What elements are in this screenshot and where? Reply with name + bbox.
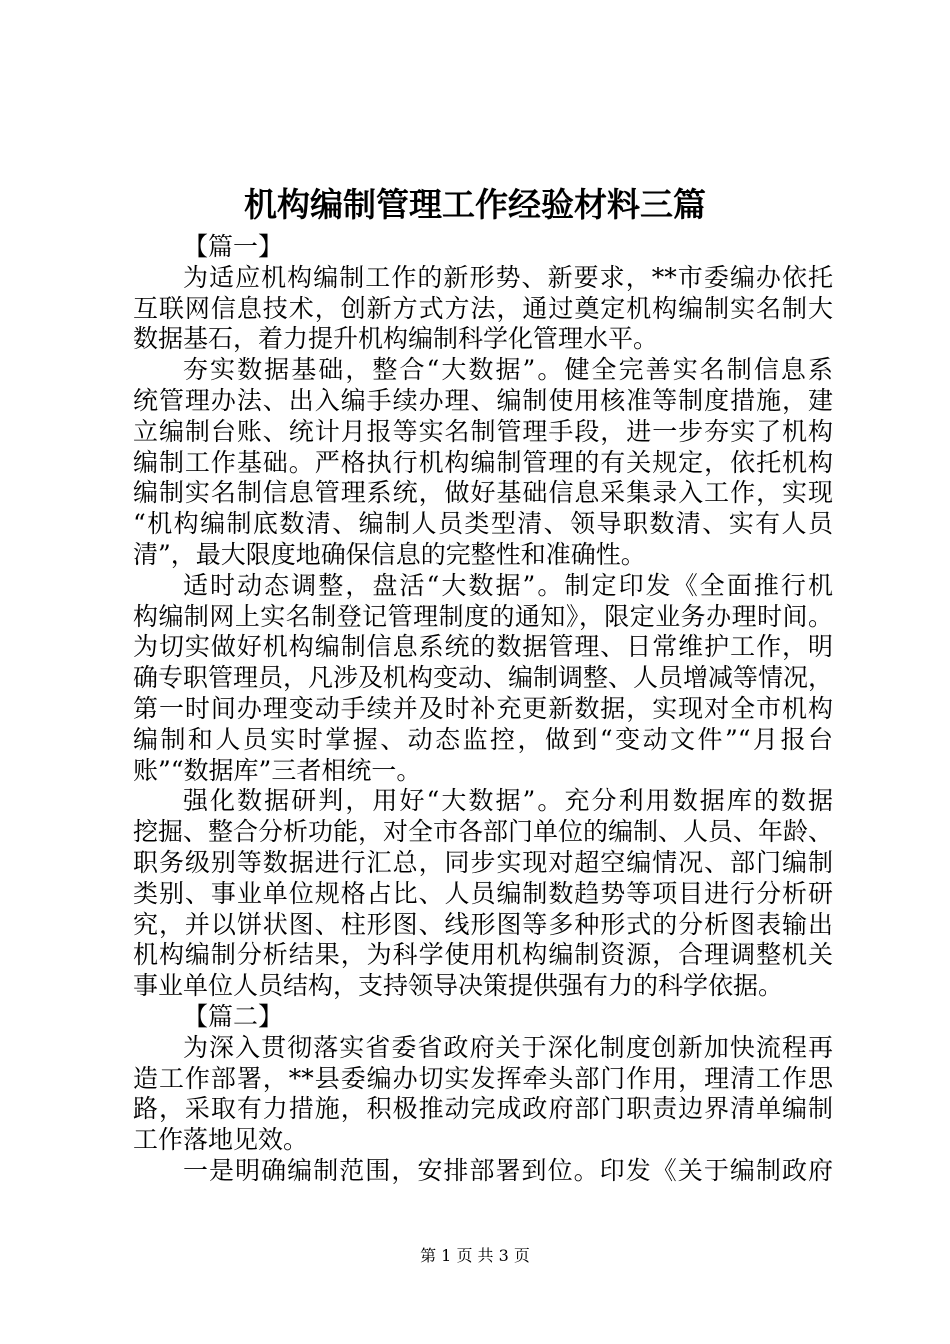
- text-line: 适时动态调整，盘活“大数据”。制定印发《全面推行机: [183, 570, 833, 600]
- text-line: 造工作部署，**县委编办切实发挥牵头部门作用，理清工作思: [133, 1063, 833, 1093]
- text-line: 机构编制分析结果，为科学使用机构编制资源，合理调整机关: [133, 940, 833, 970]
- text-line: 强化数据研判，用好“大数据”。充分利用数据库的数据: [183, 786, 833, 816]
- text-line: 路，采取有力措施，积极推动完成政府部门职责边界清单编制: [133, 1094, 833, 1124]
- text-line: 编制工作基础。严格执行机构编制管理的有关规定，依托机构: [133, 447, 833, 477]
- page-number-footer: 第 1 页 共 3 页: [420, 1246, 530, 1265]
- text-line: 为深入贯彻落实省委省政府关于深化制度创新加快流程再: [183, 1032, 833, 1062]
- text-line: 构编制网上实名制登记管理制度的通知》，限定业务办理时间。: [133, 601, 833, 631]
- text-line: 账”“数据库”三者相统一。: [133, 755, 422, 785]
- text-line: 确专职管理员，凡涉及机构变动、编制调整、人员增减等情况，: [133, 663, 834, 693]
- text-line: 事业单位人员结构，支持领导决策提供强有力的科学依据。: [133, 971, 784, 1001]
- text-line: 统管理办法、出入编手续办理、编制使用核准等制度措施，建: [133, 385, 833, 415]
- text-line: 互联网信息技术，创新方式方法，通过奠定机构编制实名制大: [133, 293, 833, 323]
- text-line: 立编制台账、统计月报等实名制管理手段，进一步夯实了机构: [133, 416, 833, 446]
- text-line: 为切实做好机构编制信息系统的数据管理、日常维护工作，明: [133, 632, 833, 662]
- page-title: 机构编制管理工作经验材料三篇: [244, 185, 706, 224]
- text-line: 数据基石，着力提升机构编制科学化管理水平。: [133, 324, 659, 354]
- text-line: 为适应机构编制工作的新形势、新要求，**市委编办依托: [183, 262, 833, 292]
- document-body: [133, 232, 833, 1187]
- text-line: 清”，最大限度地确保信息的完整性和准确性。: [133, 539, 646, 569]
- text-line: 类别、事业单位规格占比、人员编制数趋势等项目进行分析研: [133, 878, 833, 908]
- text-line: 工作落地见效。: [133, 1125, 309, 1155]
- text-line: 一是明确编制范围，安排部署到位。印发《关于编制政府: [183, 1155, 833, 1185]
- text-line: 夯实数据基础，整合“大数据”。健全完善实名制信息系: [183, 355, 833, 385]
- text-line: 第一时间办理变动手续并及时补充更新数据，实现对全市机构: [133, 693, 833, 723]
- text-line: 职务级别等数据进行汇总，同步实现对超空编情况、部门编制: [133, 847, 833, 877]
- section-heading: 【篇一】: [183, 232, 284, 261]
- text-line: 挖掘、整合分析功能，对全市各部门单位的编制、人员、年龄、: [133, 817, 834, 847]
- text-line: 编制实名制信息管理系统，做好基础信息采集录入工作，实现: [133, 478, 833, 508]
- text-line: 究，并以饼状图、柱形图、线形图等多种形式的分析图表输出: [133, 909, 833, 939]
- text-line: “机构编制底数清、编制人员类型清、领导职数清、实有人员: [133, 509, 833, 539]
- section-heading: 【篇二】: [183, 1001, 284, 1031]
- text-line: 编制和人员实时掌握、动态监控，做到“变动文件”“月报台: [133, 724, 833, 754]
